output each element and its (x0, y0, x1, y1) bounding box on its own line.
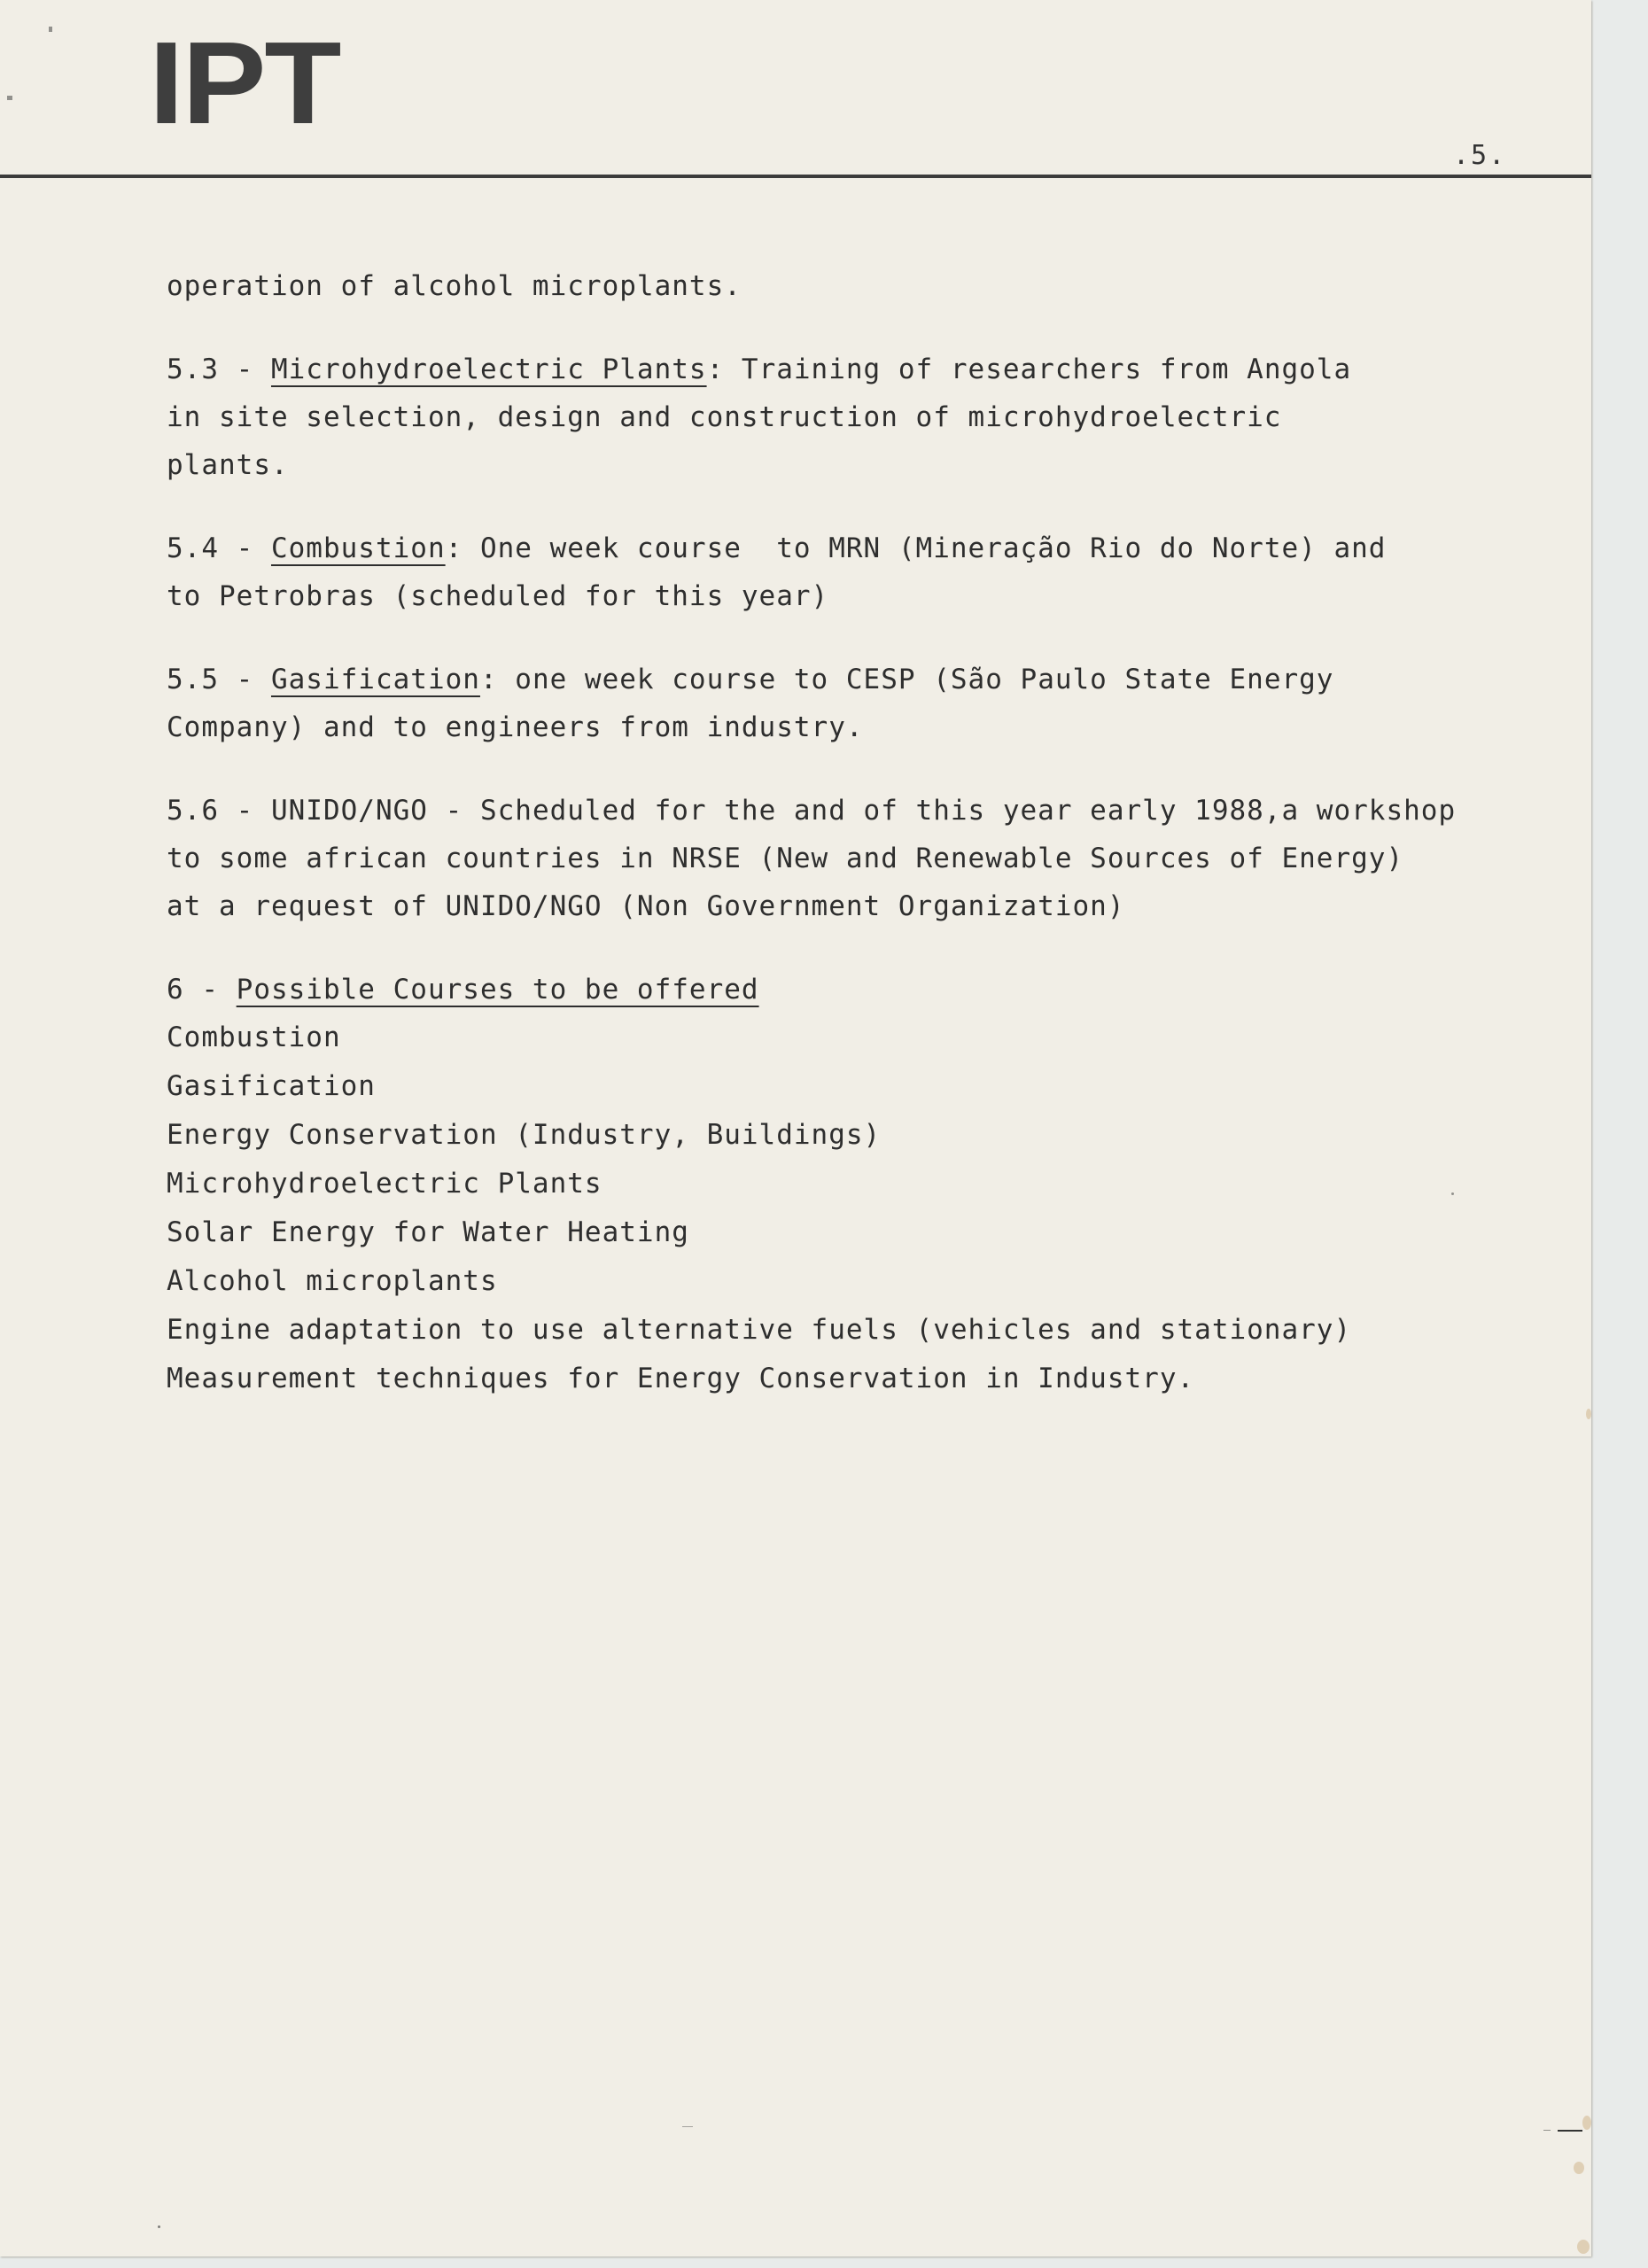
item-5-6 (167, 787, 1549, 930)
item-text: to Petrobras (scheduled for this year) (167, 580, 829, 612)
stain-mark (1586, 1409, 1591, 1419)
course-item: Combustion (167, 1021, 341, 1053)
header-divider (0, 175, 1591, 178)
item-text: : one week course to CESP (São Paulo State Energy (479, 664, 1334, 695)
course-item: Energy Conservation (Industry, Buildings) (167, 1119, 882, 1151)
item-text: at a request of UNIDO/NGO (Non Government Organization) (167, 890, 1125, 922)
item-number: 5.3 - (167, 353, 271, 385)
stray-mark (682, 2126, 693, 2127)
item-number: 5.5 - (167, 664, 271, 695)
stain-mark (1577, 2240, 1590, 2254)
page-number: .5. (1453, 140, 1507, 171)
document-body (167, 262, 1549, 1403)
section-6-heading (167, 966, 1549, 1014)
item-text: : Training of researchers from Angola (706, 353, 1352, 385)
stray-mark (1558, 2130, 1582, 2132)
item-text: Company) and to engineers from industry. (167, 711, 864, 743)
item-text: in site selection, design and construction of microhydroelectric (167, 401, 1282, 433)
continuation-text: operation of alcohol microplants. (167, 270, 742, 302)
stray-mark (1543, 2130, 1551, 2131)
item-title: Gasification (270, 664, 480, 695)
stray-mark (7, 96, 12, 100)
item-number: 5.4 - (167, 532, 271, 564)
item-text: to some african countries in NRSE (New and Renewable Sources of Energy) (167, 843, 1404, 874)
ipt-logo: IPT (149, 18, 340, 148)
course-item: Alcohol microplants (167, 1265, 498, 1297)
stain-mark (1574, 2162, 1584, 2174)
item-text: plants. (167, 449, 289, 481)
stray-mark (1451, 1192, 1454, 1195)
section-title: Possible Courses to be offered (236, 974, 759, 1006)
course-item: Measurement techniques for Energy Conservation in Industry. (167, 1363, 1195, 1394)
stray-mark (49, 27, 52, 32)
course-item: Engine adaptation to use alternative fuels (vehicles and stationary) (167, 1314, 1352, 1346)
item-5-5 (167, 656, 1549, 751)
section-number: 6 - (167, 974, 237, 1006)
item-text: : One week course to MRN (Mineração Rio do Norte) and (445, 532, 1387, 564)
item-number: 5.6 - (167, 795, 271, 827)
item-5-3 (167, 346, 1549, 489)
course-item: Gasification (167, 1070, 376, 1102)
stain-mark (1582, 2116, 1591, 2130)
course-item: Microhydroelectric Plants (167, 1168, 602, 1200)
item-text: UNIDO/NGO - Scheduled for the and of this year early 1988,a workshop (270, 795, 1457, 827)
item-title: Microhydroelectric Plants (270, 353, 707, 385)
course-item: Solar Energy for Water Heating (167, 1216, 689, 1248)
course-list (167, 1014, 1549, 1403)
item-title: Combustion (270, 532, 446, 564)
item-5-4 (167, 524, 1549, 620)
stray-mark (158, 2225, 160, 2228)
